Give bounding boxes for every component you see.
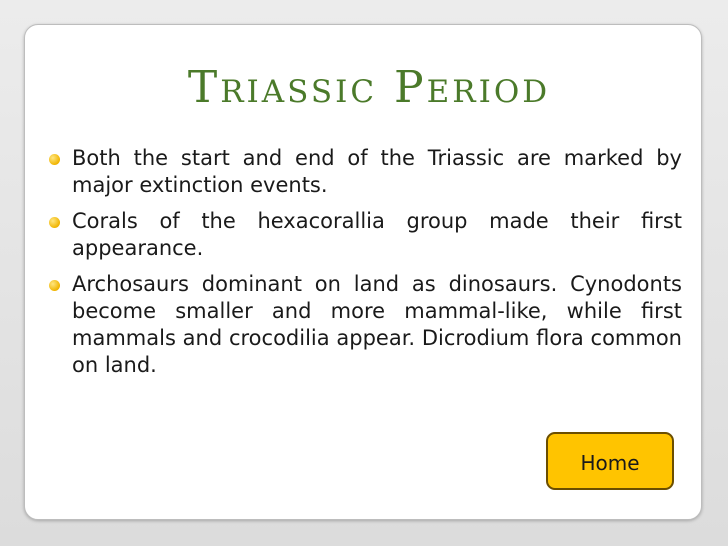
slide-title: Triassic Period [187,62,551,113]
bullet-item [46,145,682,199]
bullet-text: Archosaurs dominant on land as dinosaurs. Cynodonts become smaller and more mammal-like, while first mammals and crocodilia appear. Dicrodium flora common on land. [72,272,682,377]
bullet-text: Both the start and end of the Triassic are marked by major extinction events. [72,146,682,197]
bullet-dot-icon [49,154,60,165]
home-button[interactable] [546,432,674,490]
bullet-dot-icon [49,280,60,291]
bullet-dot-icon [49,217,60,228]
slide-content [46,145,682,388]
bullet-item [46,208,682,262]
bullet-list [46,145,682,379]
bullet-item [46,271,682,379]
bullet-text: Corals of the hexacorallia group made their first appearance. [72,209,682,260]
home-button-label: Home [580,451,640,475]
